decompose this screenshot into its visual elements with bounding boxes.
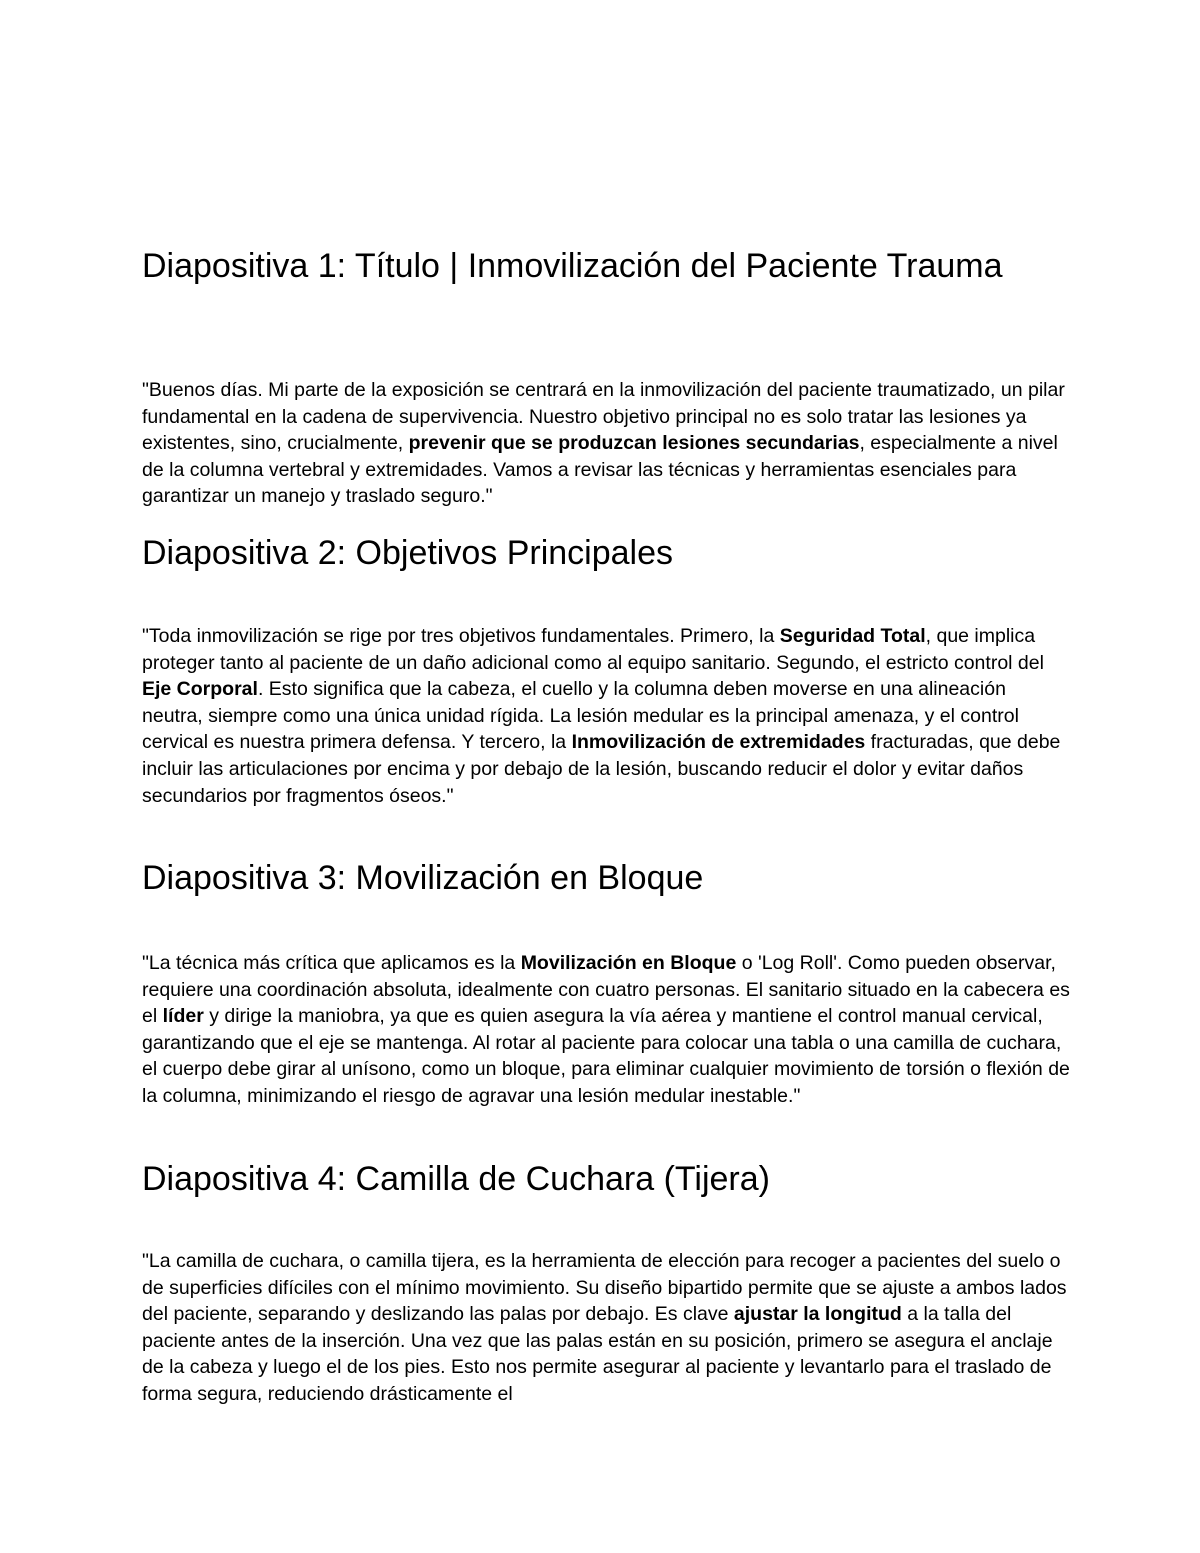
slide-3-heading: Diapositiva 3: Movilización en Bloque [142, 859, 704, 897]
slide-4-heading: Diapositiva 4: Camilla de Cuchara (Tijera) [142, 1160, 770, 1198]
slide-3-text: "La técnica más crítica que aplicamos es la [142, 952, 521, 974]
slide-2-heading: Diapositiva 2: Objetivos Principales [142, 534, 674, 572]
slide-2-text: "Toda inmovilización se rige por tres objetivos fundamentales. Primero, la [142, 625, 780, 647]
slide-3-bold-text: líder [162, 1005, 204, 1028]
slide-4-text: a la talla del paciente antes de la inserción. Una vez que las palas están en su posición, primero se asegura el anclaje de la cabeza y luego el de los pies. Esto nos permite asegurar al paciente y levantarlo para el traslado de forma segura, reduciendo drásticamente el [142, 1303, 1053, 1405]
slide-1-bold-text: prevenir que se produzcan lesiones secundarias [408, 432, 860, 455]
slide-2-bold-text: Inmovilización de extremidades [571, 731, 866, 754]
slide-2-paragraph [142, 623, 1072, 809]
slide-2-text: fracturadas, que debe incluir las articulaciones por encima y por debajo de la lesión, buscando reducir el dolor y evitar daños secundarios por fragmentos óseos." [142, 731, 1061, 807]
slide-2-text: , que implica proteger tanto al paciente de un daño adicional como al equipo sanitario. Segundo, el estricto control del [142, 625, 1044, 674]
slide-4-text: "La camilla de cuchara, o camilla tijera, es la herramienta de elección para recoger a pacientes del suelo o de superficies difíciles con el mínimo movimiento. Su diseño bipartido permite que se ajuste a ambos lados del paciente, separando y deslizando las palas por debajo. Es clave [142, 1250, 1067, 1326]
slide-1-text: , especialmente a nivel de la columna vertebral y extremidades. Vamos a revisar las técnicas y herramientas esenciales para garantizar un manejo y traslado seguro." [142, 432, 1058, 508]
slide-1-heading: Diapositiva 1: Título | Inmovilización del Paciente Trauma [142, 247, 1003, 285]
slide-2-text: . Esto significa que la cabeza, el cuello y la columna deben moverse en una alineación neutra, siempre como una única unidad rígida. La lesión medular es la principal amenaza, y el control cervical es nuestra primera defensa. Y tercero, la [142, 678, 1019, 754]
slide-1-text: "Buenos días. Mi parte de la exposición se centrará en la inmovilización del paciente traumatizado, un pilar fundamental en la cadena de supervivencia. Nuestro objetivo principal no es solo tratar las lesiones ya existentes, sino, crucialmente, [142, 379, 1065, 455]
slide-1-paragraph [142, 377, 1072, 510]
slide-3-text: o 'Log Roll'. Como pueden observar, requiere una coordinación absoluta, idealmente con cuatro personas. El sanitario situado en la cabecera es el [142, 952, 1070, 1028]
slide-2-bold-text: Seguridad Total [779, 625, 926, 647]
slide-4-bold-text: ajustar la longitud [733, 1303, 902, 1326]
slide-2-bold-text: Eje Corporal [142, 678, 258, 701]
slide-3-text: y dirige la maniobra, ya que es quien asegura la vía aérea y mantiene el control manual cervical, garantizando que el eje se mantenga. Al rotar al paciente para colocar una tabla o una camilla de cuchara, el cuerpo debe girar al unísono, como un bloque, para eliminar cualquier movimiento de torsión o flexión de la columna, minimizando el riesgo de agravar una lesión medular inestable." [142, 1005, 1070, 1107]
slide-4-paragraph [142, 1248, 1072, 1408]
slide-3-bold-text: Movilización en Bloque [520, 952, 737, 974]
slide-3-paragraph [142, 950, 1072, 1110]
